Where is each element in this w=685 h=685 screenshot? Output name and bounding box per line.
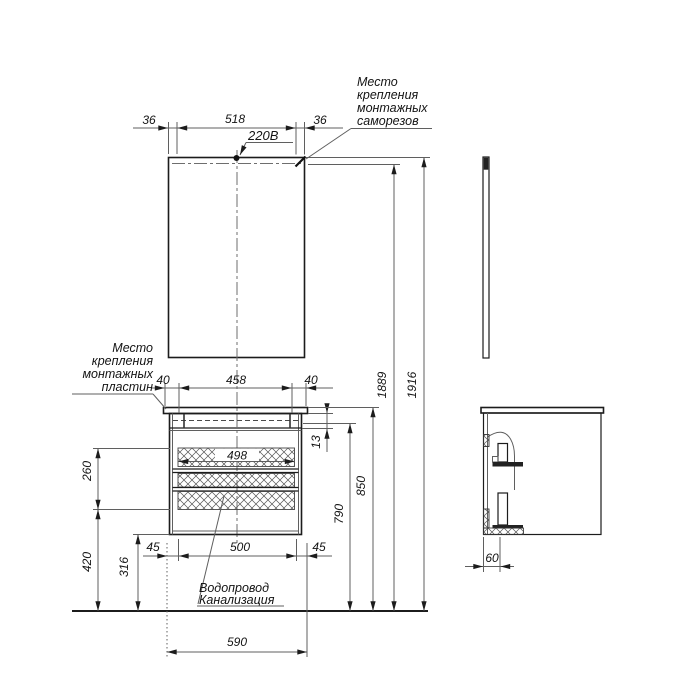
drawer-side-upper (498, 444, 508, 463)
dim-label-790: 790 (332, 503, 346, 525)
dim-label-13: 13 (309, 435, 323, 449)
dim-label-36-right: 36 (313, 113, 327, 127)
wall-bracket-upper (484, 435, 490, 447)
power-connection-point (234, 155, 240, 161)
dim-label-1889: 1889 (375, 371, 389, 399)
siphon-cutout-arc (488, 432, 515, 490)
dim-label-850: 850 (354, 475, 368, 497)
power-callout (240, 128, 293, 155)
dim-label-500: 500 (229, 540, 251, 554)
dim-drawer-zone-height (80, 449, 170, 612)
mirror-side-view (483, 157, 489, 358)
plates-line-1: Место (112, 341, 153, 355)
dim-label-45-left: 45 (146, 540, 160, 554)
dim-cabinet-bottom-height (117, 535, 170, 612)
cabinet-side-view (481, 408, 604, 535)
slide-bar-upper (493, 462, 524, 467)
slide-step-upper (493, 457, 499, 463)
dim-label-1916: 1916 (405, 371, 419, 399)
callout-mounting-plates (72, 341, 166, 409)
dim-wall-offset (465, 537, 514, 572)
dim-label-36-left: 36 (142, 113, 156, 127)
plinth-strip (484, 528, 524, 535)
annotation-texts (72, 75, 432, 607)
plumbing-line-1: Водопровод (199, 581, 270, 595)
dim-label-498: 498 (226, 448, 248, 463)
plates-line-4: пластин (101, 380, 153, 394)
dim-label-518: 518 (224, 112, 246, 126)
screws-line-3: монтажных (357, 101, 428, 115)
front-view (164, 150, 308, 545)
dim-label-590: 590 (226, 635, 248, 649)
dim-label-40-right: 40 (304, 373, 318, 387)
drawer-front-2 (178, 474, 295, 488)
screws-line-2: крепления (357, 88, 419, 102)
dim-label-316: 316 (117, 556, 131, 578)
countertop-side (481, 408, 604, 414)
dim-label-458: 458 (225, 373, 247, 387)
dim-label-60: 60 (485, 551, 499, 565)
cabinet-front-view (164, 408, 308, 535)
drawer-front-3 (178, 492, 295, 510)
plates-line-2: крепления (91, 354, 153, 368)
mirror-side-outline (483, 157, 489, 358)
mirror-side-bracket (484, 158, 489, 170)
cabinet-side-box (484, 413, 602, 535)
dim-pipe-zone (143, 539, 332, 561)
wall-bracket-lower (484, 509, 490, 528)
dim-label-45-right: 45 (312, 540, 326, 554)
countertop (164, 408, 308, 414)
plumbing-line-2: Канализация (199, 593, 275, 607)
drawer-side-lower (498, 493, 508, 525)
side-view (481, 157, 604, 535)
screws-line-4: саморезов (357, 114, 419, 128)
dim-label-260: 260 (80, 460, 94, 482)
dim-top-width (133, 112, 343, 155)
dim-label-40-left: 40 (156, 373, 170, 387)
dim-label-420: 420 (80, 551, 94, 573)
screws-line-1: Место (357, 75, 398, 89)
plates-line-3: монтажных (82, 367, 153, 381)
power-label: 220В (248, 128, 279, 143)
